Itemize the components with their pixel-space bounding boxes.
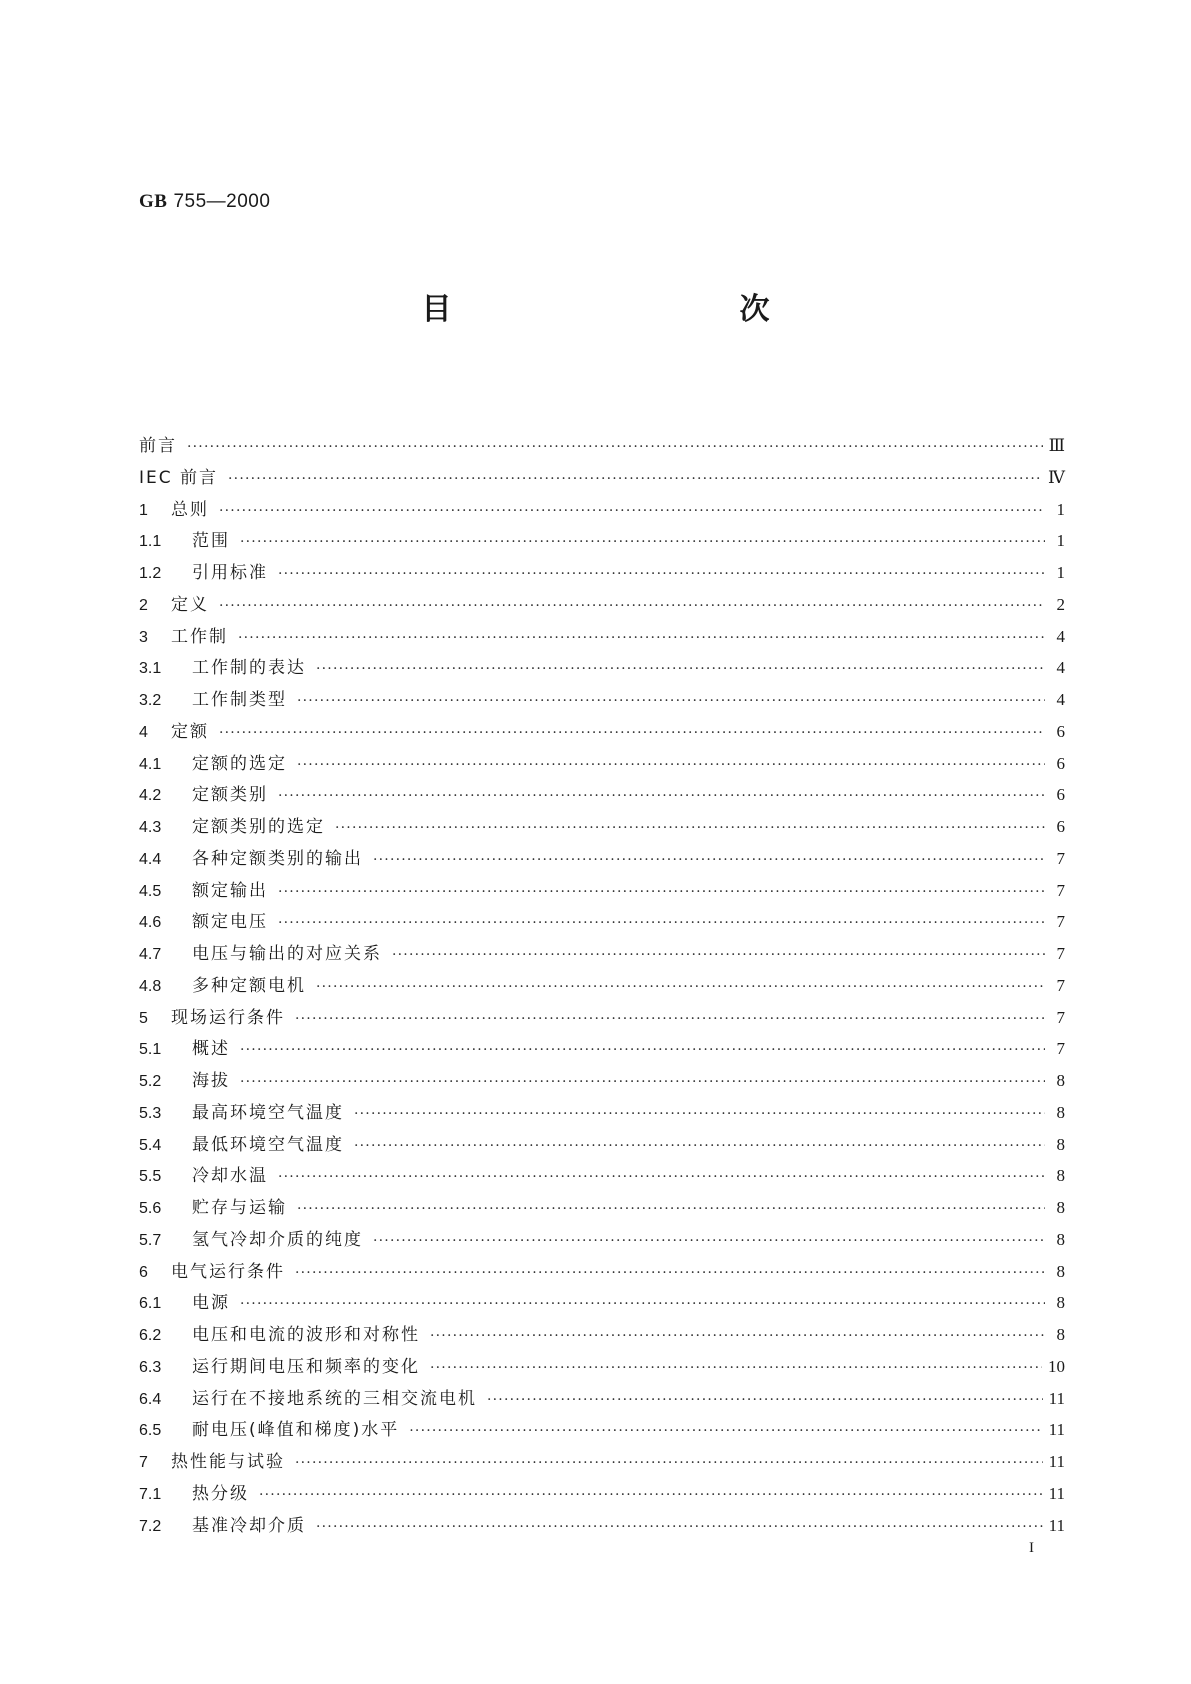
toc-entry-page: 6 [1056, 721, 1065, 741]
toc-entry[interactable] [139, 971, 1065, 1003]
toc-entry-number: 4.4 [139, 850, 162, 868]
toc-entry-number: 5 [139, 1009, 148, 1027]
toc-entry-page: 7 [1056, 975, 1065, 995]
toc-entry-page: 10 [1048, 1356, 1065, 1376]
toc-entry-page: 1 [1056, 499, 1065, 519]
toc-entry[interactable] [139, 1257, 1065, 1289]
toc-entry-page: 8 [1056, 1198, 1065, 1217]
toc-entry-title: 热性能与试验 [171, 1452, 285, 1472]
toc-dot-leader [430, 1360, 1042, 1376]
toc-dot-leader [373, 1233, 1045, 1249]
toc-entry[interactable] [139, 844, 1065, 876]
toc-entry[interactable] [139, 495, 1065, 527]
toc-dot-leader [297, 757, 1045, 773]
toc-entry-title: 总则 [171, 499, 209, 520]
footer-page-number: I [1029, 1540, 1034, 1556]
toc-entry[interactable] [139, 1415, 1065, 1447]
toc-entry-title: 额定电压 [192, 912, 268, 933]
toc-dot-leader [297, 693, 1045, 709]
table-of-contents [139, 431, 1065, 1542]
toc-entry[interactable] [139, 749, 1065, 781]
toc-entry-number: 4.6 [139, 914, 162, 932]
toc-entry-page: 11 [1048, 1452, 1065, 1471]
toc-entry-number: 4.1 [139, 755, 162, 773]
toc-entry-title: 前言 [139, 436, 177, 456]
standard-code [139, 191, 270, 213]
toc-entry-number: 1.1 [139, 533, 162, 551]
toc-dot-leader [278, 884, 1045, 900]
toc-entry-number: 2 [139, 596, 148, 614]
toc-entry-page: 6 [1056, 785, 1065, 805]
toc-entry[interactable] [139, 1384, 1065, 1416]
toc-entry[interactable] [139, 526, 1065, 558]
toc-entry-title: 冷却水温 [192, 1166, 268, 1187]
toc-entry-page: Ⅲ [1048, 436, 1065, 455]
toc-dot-leader [354, 1138, 1045, 1154]
toc-dot-leader [487, 1392, 1043, 1408]
toc-entry[interactable] [139, 1193, 1065, 1225]
toc-entry-title: 贮存与运输 [192, 1198, 287, 1218]
toc-entry-title: 电源 [192, 1293, 230, 1314]
toc-entry-number: 4.8 [139, 977, 162, 995]
toc-entry-page: 8 [1056, 1261, 1065, 1281]
toc-entry-number: 1.2 [139, 565, 162, 582]
toc-entry-title: 运行在不接地系统的三相交流电机 [192, 1388, 477, 1409]
toc-entry-number: 5.7 [139, 1231, 162, 1249]
toc-entry-title: 定额类别 [192, 785, 268, 806]
page-title: 目 次 [421, 292, 846, 327]
toc-entry-title: 定义 [171, 594, 209, 615]
toc-entry[interactable] [139, 939, 1065, 971]
toc-entry[interactable] [139, 653, 1065, 685]
toc-entry-page: 6 [1056, 753, 1065, 773]
toc-entry-page: 1 [1056, 563, 1065, 582]
toc-entry-number: 6.5 [139, 1422, 162, 1440]
toc-entry-page: 8 [1056, 1325, 1065, 1344]
toc-entry-title: 氢气冷却介质的纯度 [192, 1229, 363, 1250]
toc-dot-leader [240, 1296, 1045, 1312]
toc-dot-leader [228, 471, 1042, 487]
standard-number: 755—2000 [173, 191, 271, 212]
toc-dot-leader [295, 1455, 1043, 1471]
toc-dot-leader [278, 788, 1045, 804]
toc-entry-title: 额定输出 [192, 880, 268, 901]
toc-entry[interactable] [139, 431, 1065, 463]
toc-entry-title: 电气运行条件 [171, 1261, 285, 1282]
toc-entry-number: 3.1 [139, 660, 162, 678]
toc-entry-number: 4 [139, 723, 148, 741]
toc-entry-number: 6.3 [139, 1358, 162, 1376]
toc-entry-number: 1 [139, 501, 148, 519]
toc-entry-number: 4.2 [139, 787, 162, 805]
toc-entry-title: 定额 [171, 721, 209, 742]
toc-entry-title: 热分级 [192, 1483, 249, 1504]
toc-entry-title: 工作制类型 [192, 690, 287, 710]
toc-entry-title: 定额类别的选定 [192, 817, 325, 837]
toc-entry[interactable] [139, 1225, 1065, 1257]
toc-entry-number: 4.7 [139, 946, 162, 963]
toc-entry[interactable] [139, 1288, 1065, 1320]
toc-entry-number: 5.4 [139, 1136, 162, 1154]
toc-entry[interactable] [139, 1479, 1065, 1511]
toc-dot-leader [354, 1106, 1045, 1122]
toc-entry[interactable] [139, 1130, 1065, 1162]
toc-entry[interactable] [139, 622, 1065, 654]
toc-entry-title: 多种定额电机 [192, 975, 306, 996]
toc-entry-number: 7 [139, 1454, 148, 1471]
toc-dot-leader [278, 1169, 1045, 1185]
toc-entry-page: 7 [1056, 1039, 1065, 1059]
toc-dot-leader [373, 852, 1045, 868]
toc-entry[interactable] [139, 1098, 1065, 1130]
toc-entry-title: IEC 前言 [139, 467, 219, 488]
toc-entry-number: 7.2 [139, 1517, 162, 1535]
toc-entry[interactable] [139, 463, 1065, 495]
toc-entry[interactable] [139, 1320, 1065, 1352]
toc-entry[interactable] [139, 717, 1065, 749]
toc-entry-title: 耐电压(峰值和梯度)水平 [192, 1420, 400, 1441]
toc-entry-number: 5.3 [139, 1104, 162, 1122]
toc-entry-title: 工作制 [171, 626, 228, 647]
toc-entry-page: Ⅳ [1048, 467, 1065, 487]
toc-entry-number: 6.4 [139, 1390, 162, 1408]
toc-entry-page: 7 [1056, 880, 1065, 900]
toc-entry-page: 8 [1056, 1071, 1065, 1090]
toc-entry-title: 基准冷却介质 [192, 1515, 306, 1536]
toc-dot-leader [392, 947, 1045, 963]
toc-entry-page: 7 [1056, 944, 1065, 963]
toc-entry-title: 电压与输出的对应关系 [192, 944, 382, 964]
toc-entry-page: 7 [1056, 848, 1065, 868]
toc-entry-page: 4 [1056, 658, 1065, 678]
toc-entry-number: 3 [139, 628, 148, 646]
toc-dot-leader [297, 1201, 1045, 1217]
toc-entry[interactable] [139, 590, 1065, 622]
toc-entry[interactable] [139, 1034, 1065, 1066]
toc-entry-page: 1 [1056, 531, 1065, 551]
toc-entry-page: 7 [1056, 1007, 1065, 1027]
toc-entry-title: 定额的选定 [192, 753, 287, 774]
toc-entry-number: 3.2 [139, 692, 162, 709]
toc-entry-title: 最高环境空气温度 [192, 1102, 344, 1123]
toc-entry-number: 5.5 [139, 1168, 162, 1186]
toc-dot-leader [219, 598, 1045, 614]
toc-entry-page: 11 [1048, 1515, 1065, 1535]
toc-entry-page: 4 [1056, 690, 1065, 709]
toc-entry-page: 6 [1056, 817, 1065, 836]
toc-dot-leader [187, 439, 1043, 455]
toc-entry-page: 8 [1056, 1229, 1065, 1249]
toc-entry-title: 各种定额类别的输出 [192, 848, 363, 869]
toc-entry-page: 11 [1048, 1420, 1065, 1440]
toc-entry-number: 6.2 [139, 1327, 162, 1344]
toc-dot-leader [278, 915, 1045, 931]
toc-entry-title: 工作制的表达 [192, 658, 306, 679]
toc-entry-title: 海拔 [192, 1071, 230, 1091]
toc-entry-page: 2 [1056, 594, 1065, 614]
toc-entry-title: 最低环境空气温度 [192, 1134, 344, 1155]
toc-entry[interactable] [139, 907, 1065, 939]
toc-dot-leader [335, 820, 1045, 836]
toc-dot-leader [219, 725, 1045, 741]
toc-entry[interactable] [139, 685, 1065, 717]
toc-entry[interactable] [139, 812, 1065, 844]
toc-dot-leader [238, 630, 1045, 646]
toc-dot-leader [240, 1042, 1045, 1058]
toc-entry[interactable] [139, 1066, 1065, 1098]
toc-entry-title: 现场运行条件 [171, 1007, 285, 1028]
toc-entry-number: 6 [139, 1263, 148, 1281]
toc-entry-page: 8 [1056, 1166, 1065, 1186]
toc-entry[interactable] [139, 1352, 1065, 1384]
toc-entry[interactable] [139, 1511, 1065, 1543]
toc-entry-title: 引用标准 [192, 563, 268, 583]
toc-entry-number: 5.2 [139, 1073, 162, 1090]
toc-dot-leader [430, 1328, 1045, 1344]
toc-entry-page: 8 [1056, 1134, 1065, 1154]
toc-entry-page: 4 [1056, 626, 1065, 646]
toc-dot-leader [278, 566, 1045, 582]
toc-dot-leader [240, 534, 1045, 550]
toc-entry-number: 5.1 [139, 1041, 162, 1059]
toc-dot-leader [295, 1265, 1045, 1281]
toc-entry-page: 11 [1048, 1483, 1065, 1503]
toc-entry[interactable] [139, 876, 1065, 908]
toc-entry-number: 4.3 [139, 819, 162, 836]
toc-dot-leader [219, 503, 1045, 519]
toc-entry[interactable] [139, 780, 1065, 812]
toc-dot-leader [316, 661, 1045, 677]
toc-entry-number: 7.1 [139, 1485, 162, 1503]
toc-dot-leader [316, 979, 1045, 995]
toc-dot-leader [259, 1487, 1043, 1503]
toc-dot-leader [240, 1074, 1045, 1090]
toc-entry-number: 5.6 [139, 1200, 162, 1217]
toc-entry-page: 8 [1056, 1293, 1065, 1313]
toc-dot-leader [316, 1519, 1043, 1535]
toc-entry[interactable] [139, 558, 1065, 590]
toc-entry-title: 运行期间电压和频率的变化 [192, 1356, 420, 1377]
toc-entry-title: 范围 [192, 531, 230, 552]
toc-entry[interactable] [139, 1161, 1065, 1193]
toc-dot-leader [409, 1423, 1042, 1439]
toc-dot-leader [295, 1011, 1045, 1027]
toc-entry-title: 电压和电流的波形和对称性 [192, 1325, 420, 1345]
standard-prefix: GB [139, 191, 168, 212]
toc-entry[interactable] [139, 1447, 1065, 1479]
toc-entry-page: 8 [1056, 1102, 1065, 1122]
toc-entry[interactable] [139, 1003, 1065, 1035]
toc-entry-page: 11 [1048, 1388, 1065, 1408]
toc-entry-page: 7 [1056, 912, 1065, 932]
toc-entry-number: 6.1 [139, 1295, 162, 1313]
toc-entry-title: 概述 [192, 1039, 230, 1060]
toc-entry-number: 4.5 [139, 882, 162, 900]
